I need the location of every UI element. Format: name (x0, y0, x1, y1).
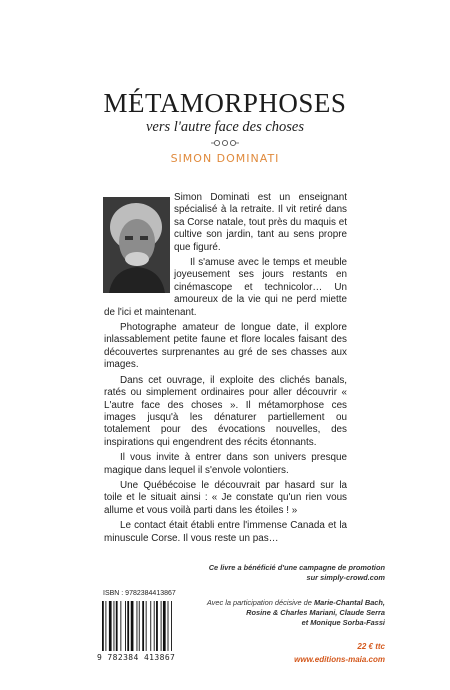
publisher-website: www.editions-maia.com (294, 655, 385, 664)
isbn-digits: 9 782384 413867 (97, 653, 176, 662)
participation-intro: Avec la participation décisive de (206, 598, 314, 607)
participant-name: Marie-Chantal Bach, (313, 598, 385, 607)
ornament-icon (211, 138, 239, 148)
paragraph: Il s'amuse avec le temps et meuble joyeusement ses jours restants en cinémascope et technicolor… Un amoureux de la vie qui ne perd miette de l'ici et maintenant. (104, 257, 347, 318)
paragraph: Le contact était établi entre l'immense Canada et la minuscule Corse. Il vous reste un pas… (104, 520, 347, 544)
price: 22 € ttc (357, 642, 385, 651)
book-subtitle: vers l'autre face des choses (146, 119, 304, 135)
paragraph: Une Québécoise le découvrait par hasard sur la toile et le situait ainsi : « Je constate qu'un rien vous allume et vous voilà parti dans les étoiles ! » (104, 479, 347, 516)
promo-line: sur simply-crowd.com (306, 573, 385, 582)
isbn-label: ISBN : 9782384413867 (103, 590, 176, 597)
participant-names: et Monique Sorba-Fassi (301, 618, 385, 627)
barcode-icon (100, 601, 200, 651)
promo-line: Ce livre a bénéficié d'une campagne de promotion (208, 563, 385, 572)
paragraph: Photographe amateur de longue date, il explore inlassablement petite faune et flore locales faisant des découvertes surprenantes au gré de ses chasses aux images. (104, 322, 347, 371)
participant-names: Rosine & Charles Mariani, Claude Serra (246, 608, 385, 617)
author-name: SIMON DOMINATI (170, 152, 280, 165)
book-title: MÉTAMORPHOSES (103, 88, 347, 118)
promo-note (145, 563, 385, 583)
back-cover-text (104, 192, 347, 548)
paragraph: Simon Dominati est un enseignant spécialisé à la retraite. Il vit retiré dans sa Corse natale, tout près du maquis et cultive son jardin, tant au sens propre que figuré. (174, 192, 347, 253)
paragraph: Il vous invite à entrer dans son univers presque magique dans lequel il s'envole volontiers. (104, 452, 347, 476)
paragraph: Dans cet ouvrage, il exploite des clichés banals, ratés ou simplement ordinaires pour aller découvrir « L'autre face des choses ». Il métamorphose ces images jusqu'à les dénaturer partiellement ou totalement pour des évocations nouvelles, des inspirations qui engendrent des récits étonnants. (104, 374, 347, 448)
